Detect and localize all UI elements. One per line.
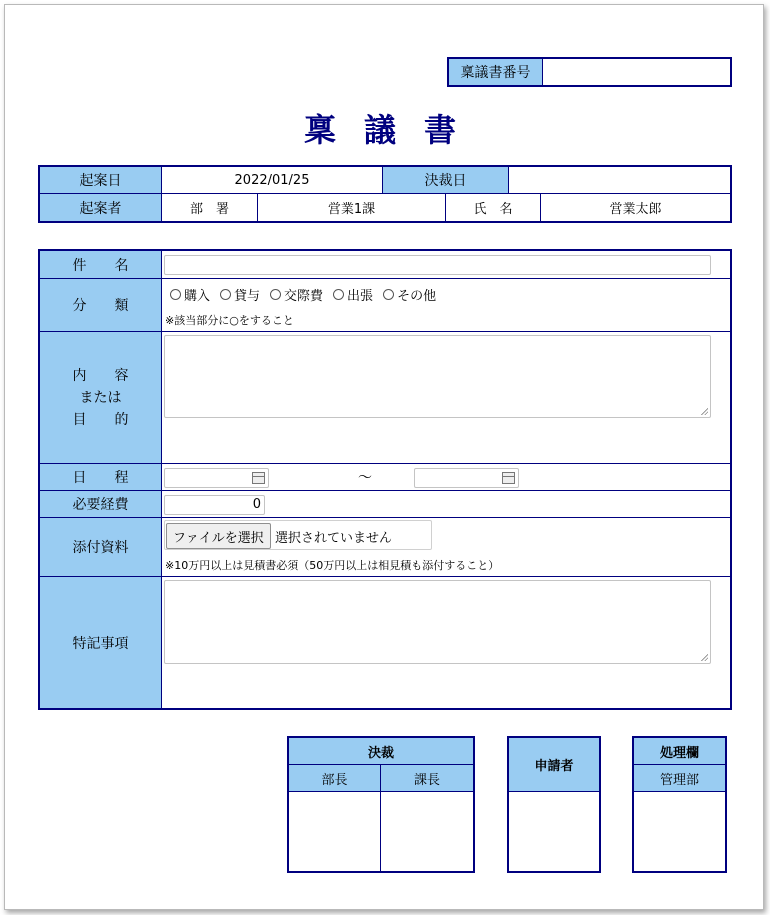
- category-options: [170, 285, 446, 304]
- name-label: 氏 名: [446, 194, 541, 221]
- category-label: 分 類: [40, 279, 162, 332]
- content-row: [162, 332, 730, 464]
- content-label-line2: または: [79, 389, 122, 406]
- category-note: ※該当部分に○をすること: [165, 314, 294, 327]
- remarks-row: [162, 577, 730, 708]
- category-option-business-trip[interactable]: 出張: [333, 285, 373, 304]
- schedule-to-input[interactable]: [414, 468, 519, 488]
- applicant-label: 申請者: [509, 738, 599, 792]
- resize-grip-icon[interactable]: [700, 407, 708, 415]
- calendar-icon[interactable]: [252, 472, 265, 484]
- doc-number-label: 稟議書番号: [449, 59, 543, 85]
- radio-circle[interactable]: [220, 289, 231, 300]
- decision-stamp-box: [287, 736, 475, 873]
- admin-label: 管理部: [634, 765, 725, 792]
- doc-number-box: [447, 57, 732, 87]
- remarks-textarea[interactable]: [164, 580, 711, 664]
- draft-date-label: 起案日: [40, 167, 162, 194]
- dept-value[interactable]: 営業1課: [258, 194, 446, 221]
- applicant-stamp-area[interactable]: [509, 792, 599, 871]
- attachment-row: [162, 518, 730, 577]
- content-label: [40, 332, 162, 464]
- category-row: [162, 279, 730, 332]
- subject-label: 件 名: [40, 251, 162, 279]
- calendar-icon[interactable]: [502, 472, 515, 484]
- admin-stamp-area[interactable]: [634, 792, 725, 871]
- category-option-purchase[interactable]: 購入: [170, 285, 210, 304]
- file-select-button[interactable]: ファイルを選択: [166, 523, 271, 549]
- file-status: 選択されていません: [275, 531, 393, 546]
- header-table: [38, 165, 732, 223]
- form-sheet: [4, 4, 764, 910]
- content-label-line3: 目 的: [72, 411, 129, 428]
- cost-label: 必要経費: [40, 491, 162, 518]
- doc-number-field[interactable]: [543, 59, 730, 85]
- content-label-line1: 内 容: [72, 367, 129, 384]
- subject-input[interactable]: [164, 255, 711, 275]
- radio-circle[interactable]: [383, 289, 394, 300]
- cost-input[interactable]: 0: [164, 495, 265, 515]
- resize-grip-icon[interactable]: [700, 653, 708, 661]
- section-chief-stamp-area[interactable]: [381, 792, 473, 871]
- schedule-label: 日 程: [40, 464, 162, 491]
- radio-circle[interactable]: [333, 289, 344, 300]
- schedule-from-input[interactable]: [164, 468, 269, 488]
- approval-date-value[interactable]: [509, 167, 730, 194]
- manager-label: 部長: [289, 765, 381, 792]
- schedule-separator: ～: [358, 470, 372, 486]
- applicant-stamp-box: [507, 736, 601, 873]
- category-option-loan[interactable]: 貸与: [220, 285, 260, 304]
- content-textarea[interactable]: [164, 335, 711, 418]
- draft-date-value[interactable]: 2022/01/25: [162, 167, 383, 194]
- category-option-entertainment[interactable]: 交際費: [270, 285, 323, 304]
- decision-label: 決裁: [289, 738, 473, 765]
- category-option-other[interactable]: その他: [383, 285, 436, 304]
- drafter-label: 起案者: [40, 194, 162, 221]
- section-chief-label: 課長: [381, 765, 473, 792]
- attachment-note: ※10万円以上は見積書必須（50万円以上は相見積も添付すること）: [165, 559, 500, 572]
- manager-stamp-area[interactable]: [289, 792, 381, 871]
- dept-label: 部 署: [162, 194, 258, 221]
- attachment-label: 添付資料: [40, 518, 162, 577]
- schedule-row: [162, 464, 730, 491]
- subject-row: [162, 251, 730, 279]
- name-value[interactable]: 営業太郎: [541, 194, 730, 221]
- file-input[interactable]: [164, 520, 432, 550]
- page-title: 稟議書: [303, 111, 484, 149]
- approval-date-label: 決裁日: [383, 167, 509, 194]
- radio-circle[interactable]: [170, 289, 181, 300]
- main-form-table: [38, 249, 732, 710]
- processing-stamp-box: [632, 736, 727, 873]
- remarks-label: 特記事項: [40, 577, 162, 708]
- cost-row: [162, 491, 730, 518]
- processing-label: 処理欄: [634, 738, 725, 765]
- radio-circle[interactable]: [270, 289, 281, 300]
